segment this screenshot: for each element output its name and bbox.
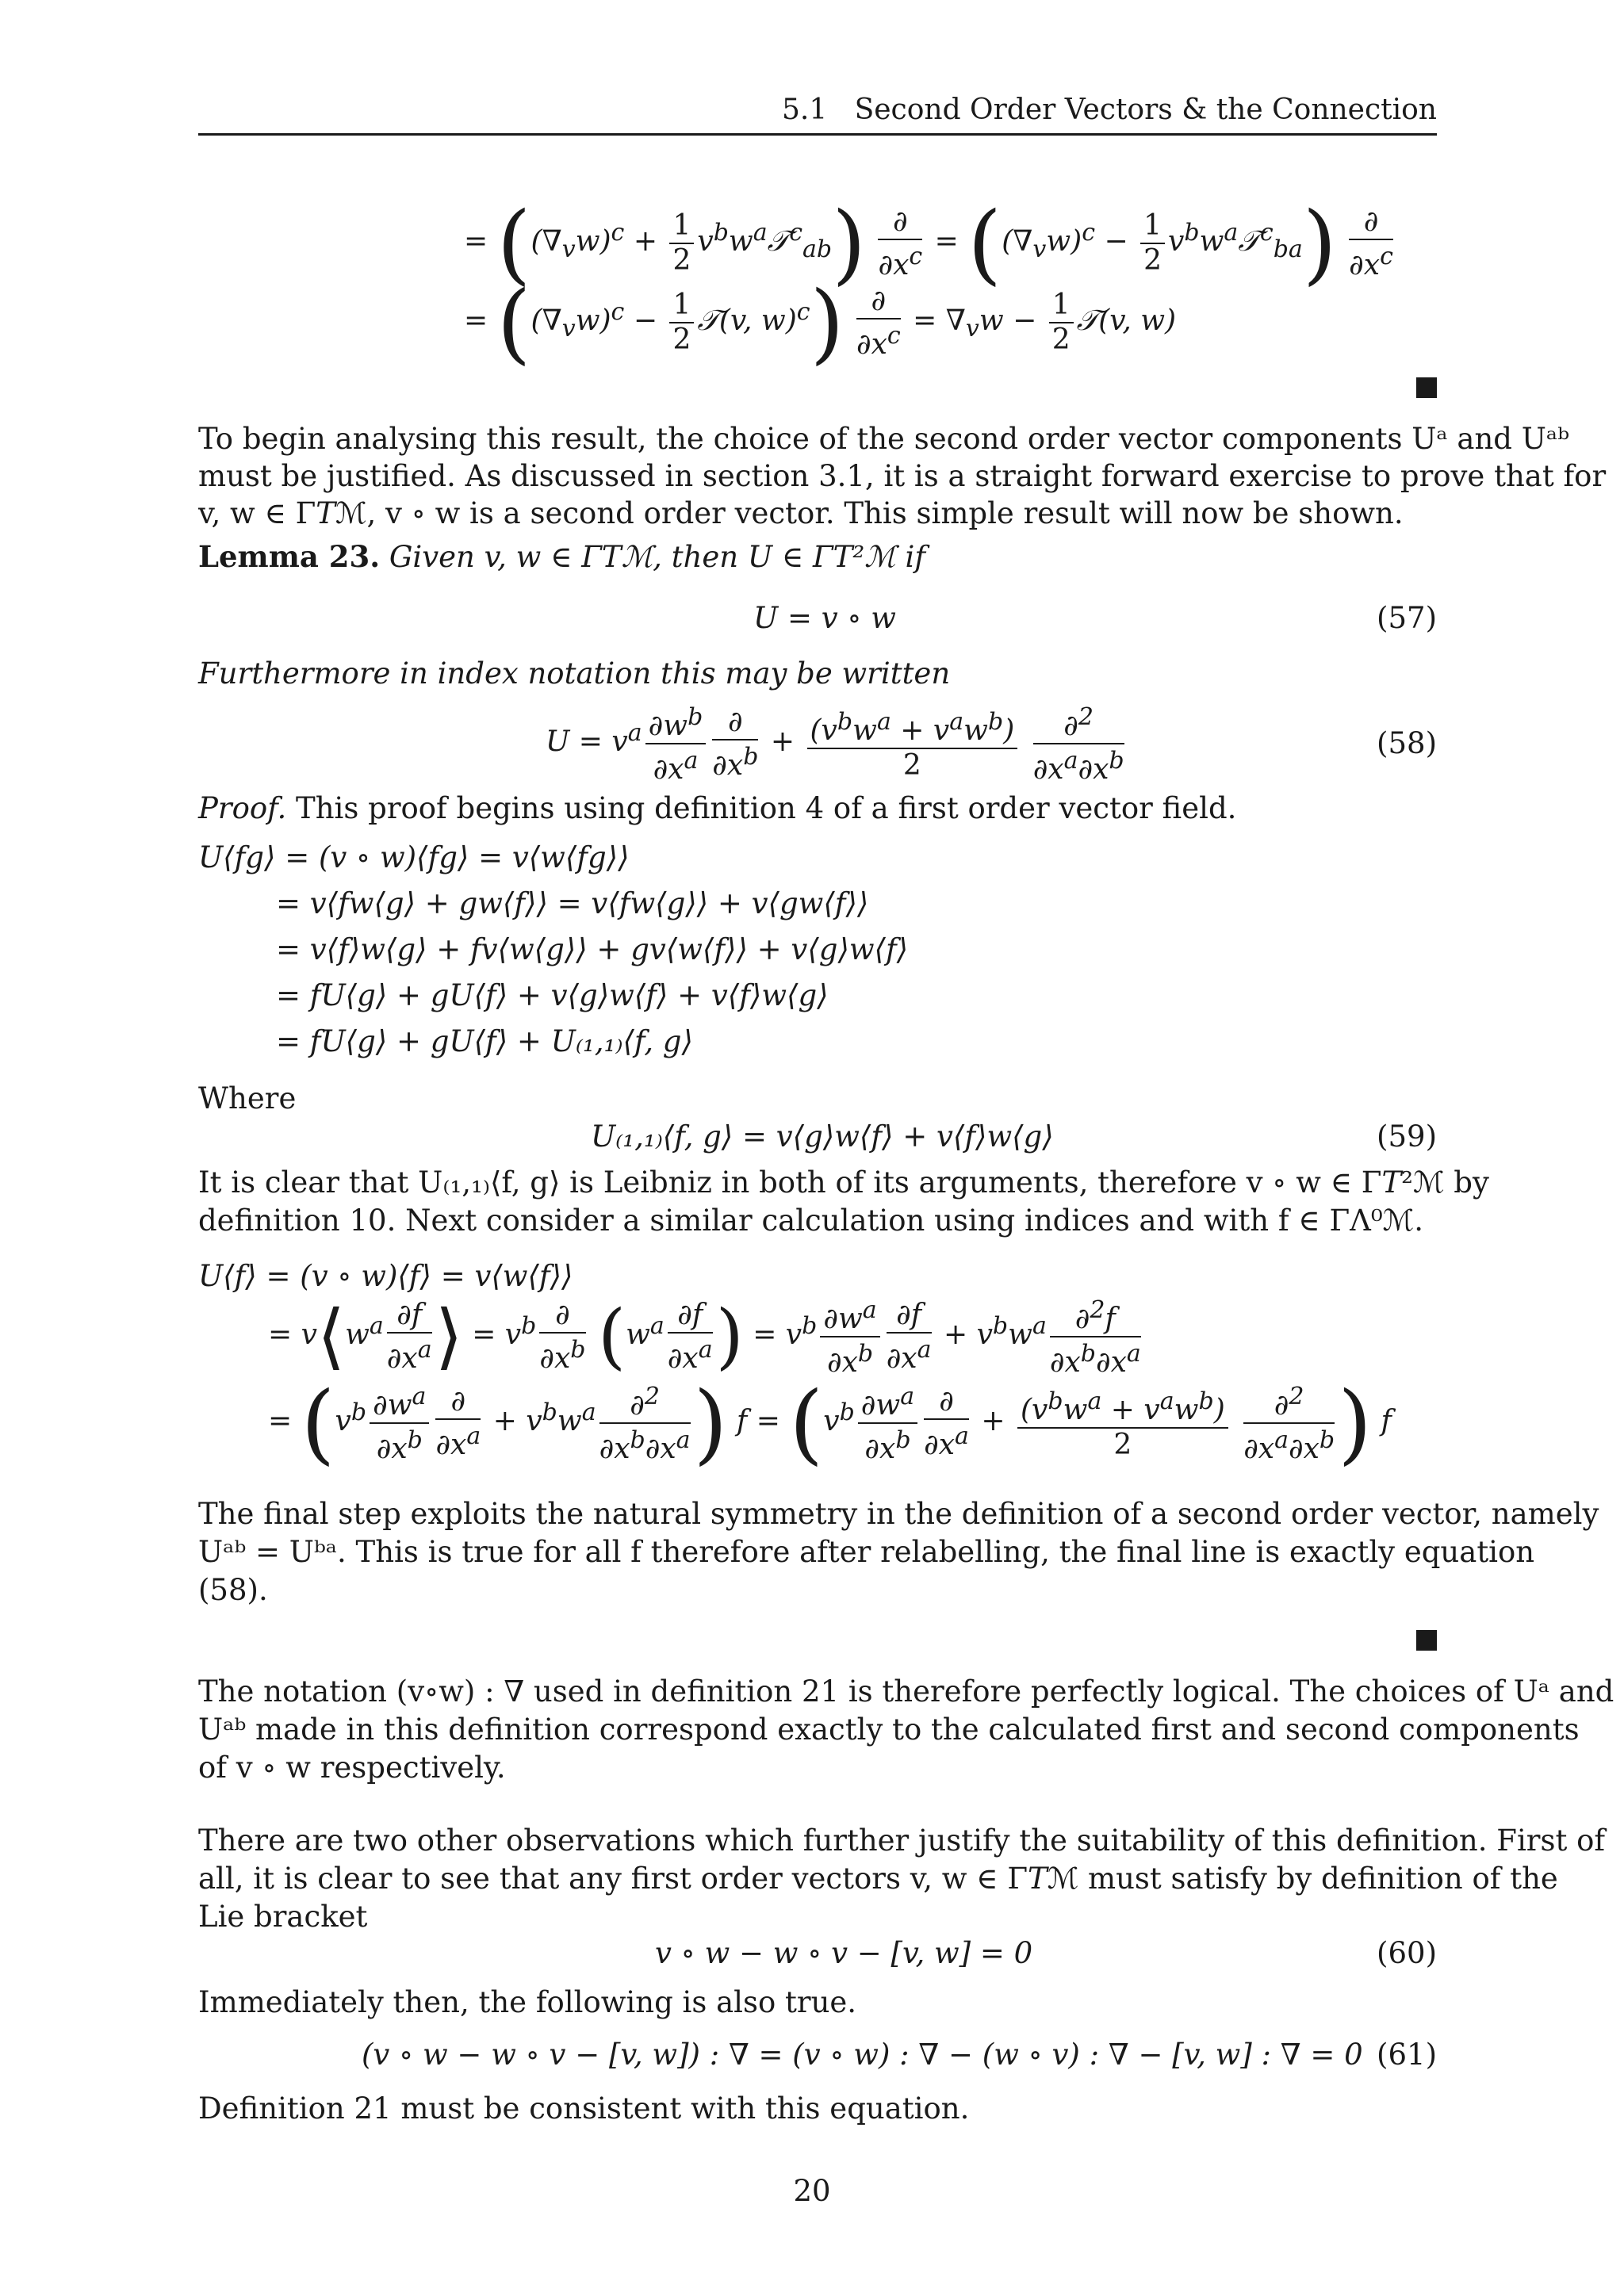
equation-number-60: (60) (1377, 1936, 1437, 1970)
lemma-label: Lemma 23. (198, 539, 381, 574)
header-title: Second Order Vectors & the Connection (854, 94, 1437, 126)
equation-top-line-1: = ($(\nabla_vw)^c$ + $\frac{1}{2}$ $v^bw^a𝒯^c_{ab}$) $\frac{\partial}{\partial x^c}$ = ($(\nabla_vw)^c$ − $\frac{1}{2}$ $v^bw^a𝒯^c_{ba}$) $\frac{\partial}{\partial x^c}$ (464, 193, 1393, 294)
where-text: Where (198, 1081, 297, 1115)
proof-line: = v⟨f⟩w⟨g⟩ + fv⟨w⟨g⟩⟩ + gv⟨w⟨f⟩⟩ + v⟨g⟩w⟨f⟩ (276, 932, 909, 966)
proof-intro (198, 790, 1236, 828)
equation-59: U₍₁,₁₎⟨f, g⟩ = v⟨g⟩w⟨f⟩ + v⟨f⟩w⟨g⟩ (591, 1119, 1054, 1154)
paragraph-line: must be justified. As discussed in section 3.1, it is a straight forward exercise to prove that for (198, 459, 1607, 493)
paragraph-line: definition 10. Next consider a similar calculation using indices and with f ∈ ΓΛ⁰ℳ. (198, 1203, 1424, 1238)
proof-line: = fU⟨g⟩ + gU⟨f⟩ + U₍₁,₁₎⟨f, g⟩ (276, 1024, 693, 1058)
header-rule (198, 133, 1437, 136)
qed-square (1416, 377, 1437, 398)
equation-57: U = v ∘ w (753, 601, 896, 635)
equation-number-59: (59) (1377, 1119, 1437, 1154)
page-number: 20 (793, 2174, 831, 2208)
equation-number-58: (58) (1377, 726, 1437, 760)
paragraph-line: all, it is clear to see that any first order vectors v, w ∈ Γ𝑇ℳ must satisfy by definition of the (198, 1862, 1558, 1896)
index-line-2: = $v⟨w^a$ $\frac{\partial f}{\partial x^a}$ ⟩ = $v^b$ $\frac{\partial}{\partial x^b}$ ($w^a$ $\frac{\partial f}{\partial x^a}$ ) = $v^b$ $\frac{\partial w^a}{\partial x^b}$ $\frac{\partial f}{\partial x^a}$ + $v^bw^a$ $\frac{\partial^2f}{\partial x^b\partial x^a}$ (268, 1295, 1141, 1379)
index-line-1: U⟨f⟩ = (v ∘ w)⟨f⟩ = v⟨w⟨f⟩⟩ (198, 1259, 573, 1293)
paragraph-line: v, w ∈ Γ𝑇ℳ, v ∘ w is a second order vector. This simple result will now be shown. (198, 496, 1404, 530)
equation-58: $U = v^a$ $\frac{\partial w^b}{\partial x^a}$ $\frac{\partial}{\partial x^b}$ + $\frac{(v^bw^a + v^aw^b)}{2}$ $\frac{\partial^2}{\partial x^a\partial x^b}$ (546, 701, 1128, 786)
paragraph-line: It is clear that U₍₁,₁₎⟨f, g⟩ is Leibniz in both of its arguments, therefore v ∘ w ∈ Γ𝑇²ℳ by (198, 1165, 1489, 1200)
lemma-text: Given v, w ∈ Γ𝑇ℳ, then U ∈ Γ𝑇²ℳ if (389, 540, 926, 574)
paragraph-line: The notation (v∘w) : ∇ used in definition 21 is therefore perfectly logical. The choices of Uᵃ and (198, 1674, 1614, 1709)
paragraph-line: Definition 21 must be consistent with this equation. (198, 2091, 970, 2126)
furthermore-text: Furthermore in index notation this may be written (198, 656, 951, 691)
lemma-statement (198, 538, 925, 576)
paragraph-line: To begin analysing this result, the choice of the second order vector components Uᵃ and Uᵃᵇ (198, 422, 1569, 456)
paragraph-line: (58). (198, 1573, 268, 1607)
proof-label: Proof. (198, 791, 287, 825)
equation-61: (v ∘ w − w ∘ v − [v, w]) : ∇ = (v ∘ w) : ∇ − (w ∘ v) : ∇ − [v, w] : ∇ = 0 (362, 2038, 1363, 2072)
qed-square (1416, 1630, 1437, 1651)
proof-line: = v⟨fw⟨g⟩ + gw⟨f⟩⟩ = v⟨fw⟨g⟩⟩ + v⟨gw⟨f⟩⟩ (276, 886, 869, 920)
equation-number-61: (61) (1377, 2038, 1437, 2072)
paragraph-line: Immediately then, the following is also true. (198, 1985, 857, 2019)
proof-text: This proof begins using definition 4 of a first order vector field. (296, 791, 1237, 825)
paragraph-line: Lie bracket (198, 1900, 368, 1934)
paragraph-line: Uᵃᵇ made in this definition correspond exactly to the calculated first and second components (198, 1712, 1580, 1747)
paragraph-line: The final step exploits the natural symmetry in the definition of a second order vector, namely (198, 1497, 1599, 1531)
running-header (198, 94, 1437, 126)
equation-60: v ∘ w − w ∘ v − [v, w] = 0 (655, 1936, 1033, 1970)
header-section: 5.1 (781, 94, 828, 126)
paragraph-line: of v ∘ w respectively. (198, 1751, 506, 1785)
paragraph-line: Uᵃᵇ = Uᵇᵃ. This is true for all f therefore after relabelling, the final line is exactly equation (198, 1535, 1535, 1569)
equation-number-57: (57) (1377, 601, 1437, 635)
equation-top-line-2: = ($(\nabla_vw)^c$ − $\frac{1}{2}$ 𝒯(v, w)$^c$) $\frac{\partial}{\partial x^c}$ = $\nabla_vw$ − $\frac{1}{2}$ 𝒯(v, w) (464, 272, 1177, 373)
index-line-3: = ($v^b$ $\frac{\partial w^a}{\partial x^b}$ $\frac{\partial}{\partial x^a}$ + $v^bw^a$ $\frac{\partial^2}{\partial x^b\partial x^a}$ ) $f = (v^b$ $\frac{\partial w^a}{\partial x^b}$ $\frac{\partial}{\partial x^a}$ + $\frac{(v^bw^a + v^aw^b)}{2}$ $\frac{\partial^2}{\partial x^a\partial x^b}$ ) f (268, 1372, 1392, 1474)
proof-line: U⟨fg⟩ = (v ∘ w)⟨fg⟩ = v⟨w⟨fg⟩⟩ (198, 840, 630, 874)
proof-line: = fU⟨g⟩ + gU⟨f⟩ + v⟨g⟩w⟨f⟩ + v⟨f⟩w⟨g⟩ (276, 978, 829, 1012)
paragraph-line: There are two other observations which further justify the suitability of this definition. First of (198, 1823, 1606, 1858)
